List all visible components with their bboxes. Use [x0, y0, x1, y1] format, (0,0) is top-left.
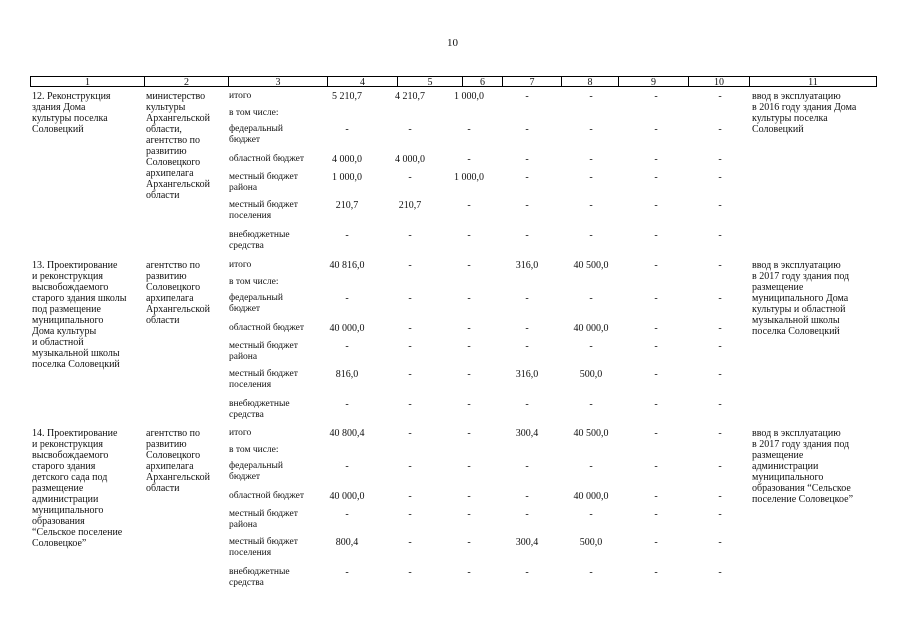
funding-value: 40 500,0	[573, 260, 609, 271]
funding-value: -	[467, 491, 471, 502]
funding-value: -	[525, 172, 529, 183]
funding-value: -	[467, 124, 471, 135]
funding-value: -	[589, 154, 593, 165]
funding-value: -	[345, 461, 349, 472]
funding-source: местный бюджет поселения	[229, 200, 298, 221]
funding-value: -	[654, 154, 658, 165]
funding-value: -	[654, 461, 658, 472]
funding-value: 40 000,0	[329, 491, 365, 502]
funding-value: -	[654, 260, 658, 271]
funding-value: 4 210,7	[395, 91, 425, 102]
funding-value: -	[345, 124, 349, 135]
funding-value: -	[589, 509, 593, 520]
funding-value: -	[718, 91, 722, 102]
funding-value: -	[467, 323, 471, 334]
funding-value: 316,0	[515, 260, 539, 271]
funding-value: -	[467, 567, 471, 578]
funding-table	[30, 76, 877, 596]
funding-value: -	[408, 491, 412, 502]
column-header: 4	[327, 76, 397, 87]
funding-value: -	[408, 567, 412, 578]
funding-value: -	[654, 341, 658, 352]
project-executor: агентство по развитию Соловецкого архипелага Архангельской области	[146, 428, 210, 494]
funding-source: внебюджетные средства	[229, 399, 290, 420]
funding-value: -	[718, 369, 722, 380]
column-header: 11	[749, 76, 877, 87]
funding-value: 1 000,0	[332, 172, 362, 183]
funding-value: 40 800,4	[329, 428, 365, 439]
funding-source: в том числе:	[229, 108, 279, 118]
funding-value: 500,0	[579, 537, 603, 548]
funding-value: -	[718, 172, 722, 183]
funding-source: итого	[229, 260, 252, 270]
funding-value: 316,0	[515, 369, 539, 380]
funding-value: -	[408, 428, 412, 439]
funding-source: в том числе:	[229, 277, 279, 287]
funding-value: -	[718, 491, 722, 502]
funding-value: -	[589, 124, 593, 135]
funding-value: -	[654, 399, 658, 410]
funding-value: -	[654, 91, 658, 102]
funding-value: -	[408, 509, 412, 520]
funding-value: -	[718, 293, 722, 304]
funding-value: -	[467, 260, 471, 271]
funding-value: -	[718, 230, 722, 241]
funding-value: -	[408, 341, 412, 352]
funding-value: -	[718, 341, 722, 352]
funding-value: -	[589, 293, 593, 304]
funding-value: -	[467, 230, 471, 241]
funding-value: -	[525, 230, 529, 241]
funding-value: -	[408, 124, 412, 135]
funding-value: -	[589, 172, 593, 183]
funding-value: -	[408, 399, 412, 410]
funding-value: -	[345, 341, 349, 352]
funding-value: 1 000,0	[454, 172, 484, 183]
funding-value: -	[718, 461, 722, 472]
funding-value: -	[525, 91, 529, 102]
funding-value: 40 816,0	[329, 260, 365, 271]
funding-value: -	[408, 461, 412, 472]
funding-value: -	[345, 230, 349, 241]
project-executor: министерство культуры Архангельской области, агентство по развитию Соловецкого архипелага Архангельской области	[146, 91, 210, 201]
funding-value: -	[718, 200, 722, 211]
funding-value: -	[654, 230, 658, 241]
funding-source: местный бюджет поселения	[229, 537, 298, 558]
funding-value: -	[467, 341, 471, 352]
funding-value: -	[654, 369, 658, 380]
funding-value: -	[467, 399, 471, 410]
column-header: 8	[561, 76, 618, 87]
funding-value: 210,7	[398, 200, 422, 211]
column-header: 2	[144, 76, 228, 87]
funding-value: -	[408, 172, 412, 183]
funding-value: -	[467, 537, 471, 548]
funding-value: 40 500,0	[573, 428, 609, 439]
funding-value: -	[525, 323, 529, 334]
funding-value: -	[654, 200, 658, 211]
funding-value: -	[589, 200, 593, 211]
funding-value: -	[408, 293, 412, 304]
funding-source: местный бюджет района	[229, 172, 298, 193]
funding-value: -	[345, 567, 349, 578]
funding-source: внебюджетные средства	[229, 230, 290, 251]
funding-value: -	[654, 537, 658, 548]
funding-value: -	[408, 537, 412, 548]
funding-value: -	[345, 293, 349, 304]
funding-source: итого	[229, 91, 252, 101]
funding-value: 40 000,0	[573, 323, 609, 334]
funding-value: 4 000,0	[332, 154, 362, 165]
project-name: 14. Проектирование и реконструкция высвобождаемого старого здания детского сада под размещение администрации муниципального образования “Сельское поселение Соловецкое”	[32, 428, 123, 549]
funding-value: -	[525, 509, 529, 520]
column-header: 10	[688, 76, 749, 87]
funding-value: -	[718, 509, 722, 520]
funding-value: -	[408, 323, 412, 334]
project-result: ввод в эксплуатацию в 2016 году здания Дома культуры поселка Соловецкий	[752, 91, 857, 135]
column-header: 3	[228, 76, 327, 87]
funding-value: 5 210,7	[332, 91, 362, 102]
funding-value: -	[525, 461, 529, 472]
column-header: 7	[502, 76, 561, 87]
funding-value: -	[718, 323, 722, 334]
funding-value: -	[718, 537, 722, 548]
funding-value: -	[654, 124, 658, 135]
funding-value: -	[345, 399, 349, 410]
funding-source: в том числе:	[229, 445, 279, 455]
funding-value: 40 000,0	[573, 491, 609, 502]
funding-value: -	[525, 491, 529, 502]
funding-value: 210,7	[335, 200, 359, 211]
funding-value: 40 000,0	[329, 323, 365, 334]
funding-source: местный бюджет поселения	[229, 369, 298, 390]
funding-value: 816,0	[335, 369, 359, 380]
funding-value: -	[654, 509, 658, 520]
funding-value: -	[467, 293, 471, 304]
funding-source: местный бюджет района	[229, 341, 298, 362]
funding-value: -	[467, 200, 471, 211]
funding-value: -	[589, 461, 593, 472]
funding-value: -	[718, 399, 722, 410]
funding-value: -	[467, 369, 471, 380]
funding-value: -	[589, 91, 593, 102]
column-header: 9	[618, 76, 688, 87]
project-name: 13. Проектирование и реконструкция высвобождаемого старого здания школы под размещение муниципального Дома культуры и областной музыкальной школы поселка Соловецкий	[32, 260, 127, 370]
funding-source: местный бюджет района	[229, 509, 298, 530]
funding-value: -	[654, 428, 658, 439]
funding-value: -	[467, 428, 471, 439]
funding-value: -	[525, 399, 529, 410]
page-number: 10	[447, 37, 458, 49]
funding-value: -	[467, 154, 471, 165]
funding-value: -	[718, 154, 722, 165]
funding-value: -	[589, 399, 593, 410]
funding-value: 4 000,0	[395, 154, 425, 165]
funding-value: 800,4	[335, 537, 359, 548]
funding-value: -	[408, 260, 412, 271]
funding-value: -	[408, 230, 412, 241]
funding-value: -	[408, 369, 412, 380]
funding-value: -	[467, 461, 471, 472]
funding-source: федеральный бюджет	[229, 293, 283, 314]
funding-value: -	[718, 260, 722, 271]
funding-value: 300,4	[515, 428, 539, 439]
funding-source: итого	[229, 428, 252, 438]
project-executor: агентство по развитию Соловецкого архипелага Архангельской области	[146, 260, 210, 326]
funding-value: -	[654, 323, 658, 334]
project-result: ввод в эксплуатацию в 2017 году здания под размещение муниципального Дома культуры и областной музыкальной школы поселка Соловецкий	[752, 260, 850, 337]
funding-source: федеральный бюджет	[229, 124, 283, 145]
column-header: 6	[462, 76, 502, 87]
funding-value: 1 000,0	[454, 91, 484, 102]
funding-source: областной бюджет	[229, 323, 305, 333]
funding-value: 300,4	[515, 537, 539, 548]
funding-value: -	[718, 567, 722, 578]
funding-value: -	[589, 230, 593, 241]
funding-source: внебюджетные средства	[229, 567, 290, 588]
funding-value: -	[525, 341, 529, 352]
funding-value: -	[654, 567, 658, 578]
project-result: ввод в эксплуатацию в 2017 году здания под размещение администрации муниципального образования “Сельское поселение Соловецкое”	[752, 428, 854, 505]
funding-value: -	[525, 124, 529, 135]
funding-value: -	[525, 293, 529, 304]
column-header: 5	[397, 76, 462, 87]
funding-source: областной бюджет	[229, 491, 305, 501]
funding-value: -	[718, 428, 722, 439]
funding-value: -	[525, 200, 529, 211]
funding-value: -	[654, 293, 658, 304]
funding-value: -	[718, 124, 722, 135]
project-name: 12. Реконструкция здания Дома культуры поселка Соловецкий	[32, 91, 111, 135]
funding-value: -	[654, 491, 658, 502]
funding-value: -	[525, 567, 529, 578]
funding-source: федеральный бюджет	[229, 461, 283, 482]
funding-value: -	[345, 509, 349, 520]
funding-value: -	[589, 567, 593, 578]
funding-value: -	[654, 172, 658, 183]
column-header: 1	[30, 76, 144, 87]
funding-value: -	[589, 341, 593, 352]
funding-value: -	[467, 509, 471, 520]
funding-source: областной бюджет	[229, 154, 305, 164]
funding-value: -	[525, 154, 529, 165]
funding-value: 500,0	[579, 369, 603, 380]
